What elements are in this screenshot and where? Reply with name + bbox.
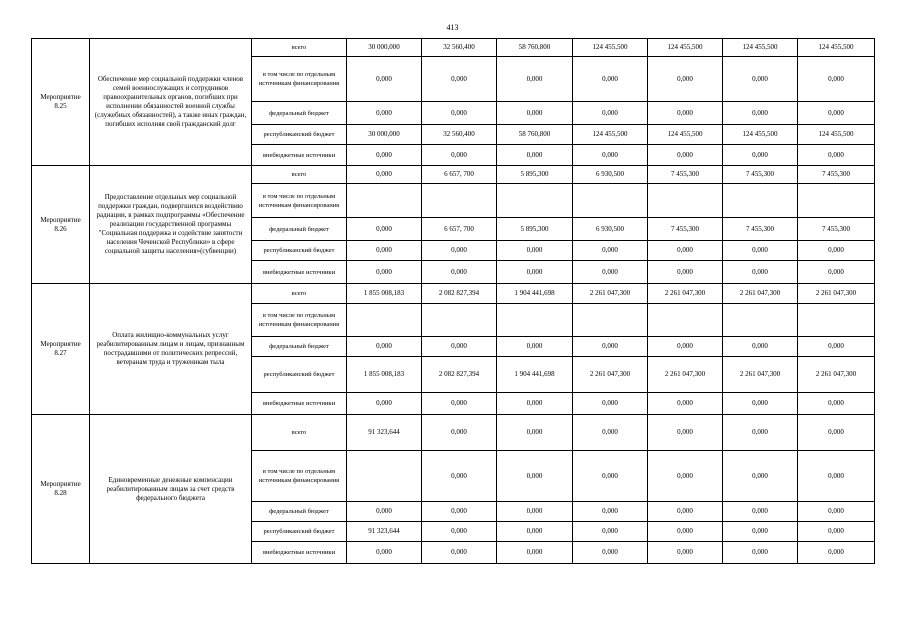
amount-cell: 0,000 [798,522,875,542]
amount-cell: 0,000 [648,337,723,357]
amount-cell: 0,000 [648,145,723,166]
measure-description: Единовременные денежные компенсации реабилитированным лицам за счет средств федерального бюджета [90,415,252,564]
amount-cell [497,184,573,218]
amount-cell [798,184,875,218]
amount-cell: 0,000 [422,451,497,502]
amount-cell: 0,000 [573,522,648,542]
amount-cell: 7 455,300 [648,218,723,241]
amount-cell: 2 082 827,394 [422,357,497,393]
amount-cell: 0,000 [648,393,723,415]
funding-source-label: республиканский бюджет [252,125,347,145]
amount-cell: 0,000 [347,102,422,125]
amount-cell: 0,000 [347,57,422,102]
amount-cell: 0,000 [422,57,497,102]
amount-cell: 0,000 [573,102,648,125]
amount-cell [347,451,422,502]
amount-cell: 0,000 [422,102,497,125]
amount-cell: 0,000 [648,57,723,102]
amount-cell [648,184,723,218]
amount-cell: 124 455,500 [723,125,798,145]
funding-source-label: в том числе по отдельным источникам финансирования [252,57,347,102]
amount-cell: 91 323,644 [347,522,422,542]
amount-cell: 1 904 441,698 [497,284,573,304]
amount-cell: 0,000 [798,542,875,564]
amount-cell: 0,000 [422,241,497,261]
funding-source-label: в том числе по отдельным источникам финансирования [252,451,347,502]
amount-cell: 0,000 [648,102,723,125]
funding-source-label: в том числе по отдельным источникам финансирования [252,304,347,337]
amount-cell: 0,000 [723,261,798,284]
amount-cell [347,184,422,218]
amount-cell: 0,000 [347,241,422,261]
amount-cell: 124 455,500 [573,39,648,57]
amount-cell: 2 261 047,300 [723,284,798,304]
amount-cell: 0,000 [573,415,648,451]
amount-cell: 0,000 [497,337,573,357]
measure-description: Обеспечение мер социальной поддержки членов семей военнослужащих и сотрудников правоохранительных органов, погибших при исполнении обязанностей военной службы (служебных обязанностей), а также иных граждан, погибших исполняя свой гражданский долг [90,39,252,166]
amount-cell: 124 455,500 [798,125,875,145]
amount-cell: 124 455,500 [573,125,648,145]
funding-source-label: федеральный бюджет [252,102,347,125]
table-row [32,166,875,184]
measure-description: Предоставление отдельных мер социальной поддержки граждан, подвергшихся воздействию радиации, в рамках подпрограммы «Обеспечение реализации государственной программы "Социальная поддержка и содействие занятости населения Чеченской Республики» в сфере социальной защиты населения»(субвенции) [90,166,252,284]
amount-cell: 2 261 047,300 [648,357,723,393]
funding-source-label: внебюджетные источники [252,542,347,564]
funding-source-label: всего [252,284,347,304]
amount-cell: 30 000,000 [347,39,422,57]
amount-cell: 0,000 [347,337,422,357]
amount-cell: 0,000 [497,145,573,166]
amount-cell: 6 657, 700 [422,218,497,241]
amount-cell: 0,000 [497,522,573,542]
amount-cell: 0,000 [497,102,573,125]
amount-cell: 0,000 [798,502,875,522]
amount-cell [573,304,648,337]
amount-cell: 5 895,300 [497,166,573,184]
amount-cell: 0,000 [723,522,798,542]
amount-cell: 0,000 [648,261,723,284]
amount-cell: 0,000 [497,241,573,261]
amount-cell: 124 455,500 [798,39,875,57]
amount-cell [347,304,422,337]
funding-source-label: внебюджетные источники [252,393,347,415]
amount-cell: 0,000 [347,393,422,415]
amount-cell [648,304,723,337]
amount-cell: 124 455,500 [648,125,723,145]
budget-table-body [32,39,875,564]
amount-cell: 2 261 047,300 [573,357,648,393]
amount-cell: 58 760,800 [497,125,573,145]
amount-cell: 0,000 [347,145,422,166]
funding-source-label: федеральный бюджет [252,337,347,357]
funding-source-label: республиканский бюджет [252,241,347,261]
amount-cell: 0,000 [422,393,497,415]
funding-source-label: всего [252,415,347,451]
amount-cell: 0,000 [347,261,422,284]
amount-cell: 0,000 [723,415,798,451]
funding-source-label: в том числе по отдельным источникам финансирования [252,184,347,218]
amount-cell: 0,000 [497,502,573,522]
amount-cell: 6 930,500 [573,218,648,241]
amount-cell: 0,000 [798,393,875,415]
amount-cell: 0,000 [648,241,723,261]
amount-cell: 6 657, 700 [422,166,497,184]
amount-cell [798,304,875,337]
amount-cell: 0,000 [573,393,648,415]
table-row [32,415,875,451]
amount-cell: 0,000 [347,502,422,522]
amount-cell: 32 560,400 [422,125,497,145]
amount-cell: 0,000 [798,261,875,284]
amount-cell: 58 760,800 [497,39,573,57]
amount-cell: 1 904 441,698 [497,357,573,393]
amount-cell: 0,000 [723,542,798,564]
amount-cell [422,184,497,218]
funding-source-label: внебюджетные источники [252,261,347,284]
funding-source-label: республиканский бюджет [252,522,347,542]
amount-cell: 0,000 [648,415,723,451]
amount-cell: 0,000 [648,451,723,502]
amount-cell: 0,000 [648,522,723,542]
amount-cell [497,304,573,337]
amount-cell: 5 895,300 [497,218,573,241]
amount-cell: 0,000 [573,261,648,284]
amount-cell: 7 455,300 [723,218,798,241]
amount-cell: 1 855 008,183 [347,357,422,393]
amount-cell: 0,000 [573,241,648,261]
amount-cell: 6 930,500 [573,166,648,184]
amount-cell [723,184,798,218]
budget-table [31,38,875,564]
amount-cell: 0,000 [573,145,648,166]
amount-cell: 0,000 [798,102,875,125]
amount-cell: 0,000 [798,57,875,102]
amount-cell: 0,000 [573,542,648,564]
amount-cell: 0,000 [798,241,875,261]
amount-cell: 124 455,500 [723,39,798,57]
amount-cell: 0,000 [798,337,875,357]
amount-cell: 0,000 [347,166,422,184]
amount-cell: 2 261 047,300 [723,357,798,393]
funding-source-label: республиканский бюджет [252,357,347,393]
amount-cell: 0,000 [573,337,648,357]
amount-cell: 0,000 [422,542,497,564]
amount-cell: 0,000 [347,218,422,241]
amount-cell: 0,000 [497,542,573,564]
amount-cell: 7 455,300 [798,218,875,241]
amount-cell: 0,000 [497,57,573,102]
amount-cell: 0,000 [723,57,798,102]
amount-cell: 0,000 [723,502,798,522]
amount-cell: 0,000 [723,393,798,415]
amount-cell: 0,000 [723,451,798,502]
amount-cell: 0,000 [497,415,573,451]
amount-cell: 0,000 [723,337,798,357]
amount-cell: 0,000 [347,542,422,564]
amount-cell: 2 261 047,300 [798,284,875,304]
amount-cell: 0,000 [573,451,648,502]
amount-cell: 7 455,300 [648,166,723,184]
amount-cell: 0,000 [422,261,497,284]
measure-description: Оплата жилищно-коммунальных услуг реабилитированным лицам и лицам, признанным пострадавшими от политических репрессий, ветеранам труда и труженикам тыла [90,284,252,415]
page-number: 413 [446,23,459,32]
amount-cell: 0,000 [573,57,648,102]
amount-cell: 2 261 047,300 [573,284,648,304]
amount-cell: 0,000 [723,102,798,125]
amount-cell [723,304,798,337]
amount-cell: 0,000 [422,415,497,451]
table-row [32,39,875,57]
amount-cell: 124 455,500 [648,39,723,57]
amount-cell: 0,000 [497,451,573,502]
amount-cell: 0,000 [648,502,723,522]
amount-cell: 0,000 [798,145,875,166]
measure-title: Мероприятие 8.27 [32,284,90,415]
amount-cell: 7 455,300 [723,166,798,184]
amount-cell [422,304,497,337]
funding-source-label: федеральный бюджет [252,218,347,241]
amount-cell [573,184,648,218]
measure-title: Мероприятие 8.25 [32,39,90,166]
funding-source-label: всего [252,166,347,184]
amount-cell: 0,000 [497,261,573,284]
funding-source-label: федеральный бюджет [252,502,347,522]
amount-cell: 0,000 [422,145,497,166]
amount-cell: 30 000,000 [347,125,422,145]
amount-cell: 0,000 [648,542,723,564]
amount-cell: 7 455,300 [798,166,875,184]
amount-cell: 0,000 [422,522,497,542]
table-row [32,284,875,304]
funding-source-label: внебюджетные источники [252,145,347,166]
amount-cell: 1 855 008,183 [347,284,422,304]
amount-cell: 0,000 [798,415,875,451]
amount-cell: 0,000 [723,241,798,261]
amount-cell: 2 261 047,300 [648,284,723,304]
amount-cell: 32 560,400 [422,39,497,57]
measure-title: Мероприятие 8.26 [32,166,90,284]
amount-cell: 0,000 [798,451,875,502]
amount-cell: 0,000 [422,502,497,522]
funding-source-label: всего [252,39,347,57]
measure-title: Мероприятие 8.28 [32,415,90,564]
amount-cell: 91 323,644 [347,415,422,451]
amount-cell: 0,000 [497,393,573,415]
amount-cell: 2 082 827,394 [422,284,497,304]
amount-cell: 2 261 047,300 [798,357,875,393]
amount-cell: 0,000 [422,337,497,357]
amount-cell: 0,000 [573,502,648,522]
amount-cell: 0,000 [723,145,798,166]
